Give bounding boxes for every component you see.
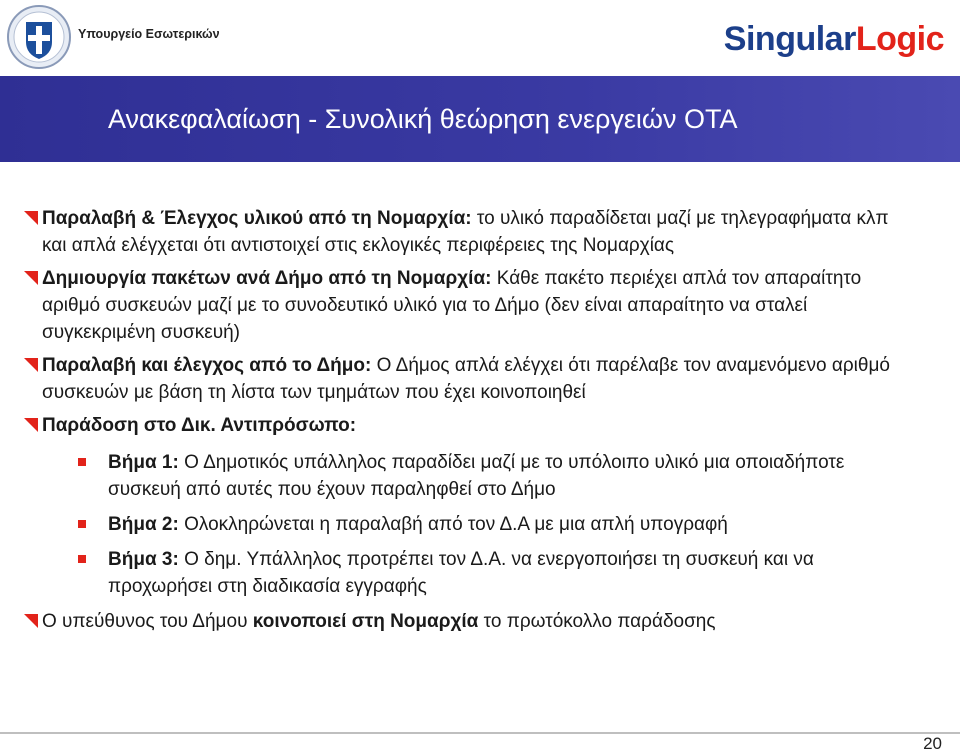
step-text: Ολοκληρώνεται η παραλαβή από τον Δ.Α με μια απλή υπογραφή — [178, 514, 728, 535]
logo-logic: Logic — [855, 20, 944, 58]
step-item — [0, 449, 960, 503]
singularlogic-logo — [724, 20, 944, 59]
bullet-item — [0, 608, 960, 635]
square-bullet-icon — [78, 520, 86, 528]
bullet-text: Ο Δήμος απλά ελέγχει ότι παρέλαβε τον αναμενόμενο αριθμό συσκευών με βάση τη λίστα των τμημάτων που έχει κοινοποιηθεί — [42, 355, 890, 403]
flag-bullet-icon — [24, 211, 38, 225]
bullet-text: το υλικό παραδίδεται μαζί με τηλεγραφήματα κλπ και απλά ελέγχεται ότι αντιστοιχεί στις εκλογικές περιφέρειες της Νομαρχίας — [42, 208, 889, 256]
bullet-text: Ο υπεύθυνος του Δήμου — [42, 611, 253, 632]
square-bullet-icon — [78, 458, 86, 466]
bullet-heading: Παραλαβή και έλεγχος από το Δήμο: — [42, 355, 372, 376]
flag-bullet-icon — [24, 418, 38, 432]
step-text: Ο Δημοτικός υπάλληλος παραδίδει μαζί με το υπόλοιπο υλικό μια οποιαδήποτε συσκευή από αυτές που έχουν παραληφθεί στο Δήμο — [108, 452, 845, 500]
step-label: Βήμα 3: — [108, 549, 179, 570]
step-item — [0, 546, 960, 600]
bullet-item — [0, 352, 960, 406]
title-band — [0, 76, 960, 162]
step-label: Βήμα 1: — [108, 452, 179, 473]
step-item — [0, 511, 960, 538]
flag-bullet-icon — [24, 358, 38, 372]
slide-header — [0, 0, 960, 76]
bullet-heading: Παράδοση στο Δικ. Αντιπρόσωπο: — [42, 415, 357, 436]
slide-title: Ανακεφαλαίωση - Συνολική θεώρηση ενεργειών ΟΤΑ — [108, 104, 738, 134]
page-number: 20 — [923, 734, 942, 753]
step-text: Ο δημ. Υπάλληλος προτρέπει τον Δ.Α. να ενεργοποιήσει τη συσκευή και να προχωρήσει στη διαδικασία εγγραφής — [108, 549, 814, 597]
bullet-heading: Παραλαβή & Έλεγχος υλικού από τη Νομαρχία: — [42, 208, 472, 229]
square-bullet-icon — [78, 555, 86, 563]
bullet-emphasis: κοινοποιεί στη Νομαρχία — [252, 611, 479, 632]
bullet-text: Κάθε πακέτο περιέχει απλά τον απαραίτητο αριθμό συσκευών μαζί με το συνοδευτικό υλικό για το Δήμο (δεν είναι απαραίτητο να σταλεί συγκεκριμένη συσκευή) — [42, 268, 862, 343]
greek-coat-of-arms-icon — [6, 4, 72, 70]
ministry-name: Υπουργείο Εσωτερικών — [78, 27, 220, 41]
bullet-heading: Δημιουργία πακέτων ανά Δήμο από τη Νομαρχία: — [42, 268, 492, 289]
bullet-item — [0, 205, 960, 259]
logo-singular: Singular — [723, 20, 856, 58]
bullet-item — [0, 265, 960, 346]
bullet-item — [0, 412, 960, 439]
footer-divider — [0, 732, 960, 734]
flag-bullet-icon — [24, 271, 38, 285]
bullet-text: το πρωτόκολλο παράδοσης — [478, 611, 716, 632]
slide-content — [0, 205, 960, 641]
flag-bullet-icon — [24, 614, 38, 628]
step-label: Βήμα 2: — [108, 514, 179, 535]
